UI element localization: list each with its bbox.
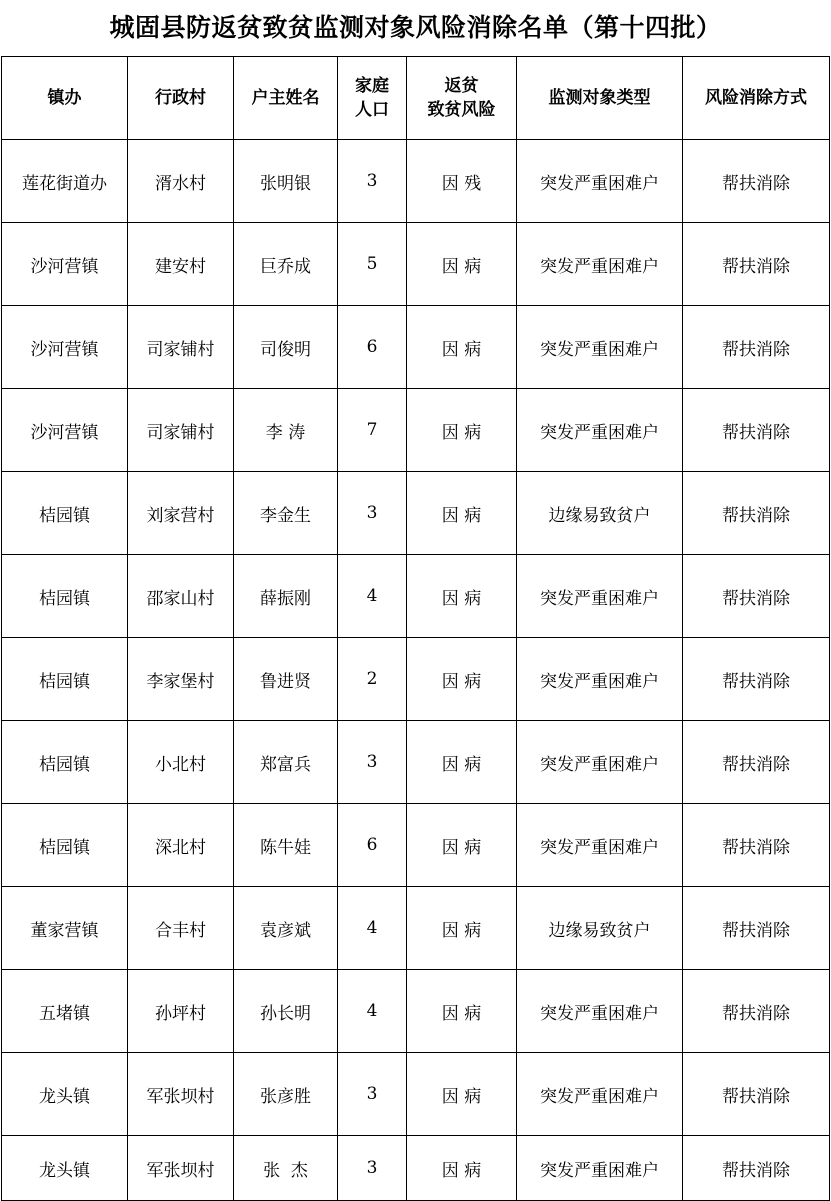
table-row <box>2 1136 830 1201</box>
cell-monitor-type: 突发严重困难户 <box>517 638 683 721</box>
table-row <box>2 555 830 638</box>
cell-monitor-type: 突发严重困难户 <box>517 721 683 804</box>
cell-family-size: 7 <box>338 389 407 472</box>
cell-householder: 孙长明 <box>234 970 338 1053</box>
cell-family-size: 4 <box>338 555 407 638</box>
col-header-risk <box>407 57 517 140</box>
cell-village: 孙坪村 <box>128 970 234 1053</box>
cell-family-size: 3 <box>338 721 407 804</box>
cell-monitor-type: 突发严重困难户 <box>517 223 683 306</box>
table-row <box>2 887 830 970</box>
cell-monitor-type: 突发严重困难户 <box>517 140 683 223</box>
col-header-family-size-line1: 家庭 <box>355 76 389 96</box>
cell-town: 莲花街道办 <box>2 140 128 223</box>
cell-family-size: 2 <box>338 638 407 721</box>
col-header-family-size-line2: 人口 <box>355 100 389 120</box>
table-row <box>2 389 830 472</box>
cell-householder: 陈牛娃 <box>234 804 338 887</box>
cell-family-size: 3 <box>338 140 407 223</box>
cell-risk: 因 病 <box>407 555 517 638</box>
cell-family-size: 3 <box>338 472 407 555</box>
cell-town: 桔园镇 <box>2 804 128 887</box>
cell-risk: 因 病 <box>407 970 517 1053</box>
cell-removal-method: 帮扶消除 <box>683 804 830 887</box>
cell-monitor-type: 边缘易致贫户 <box>517 887 683 970</box>
cell-monitor-type: 突发严重困难户 <box>517 970 683 1053</box>
cell-village: 刘家营村 <box>128 472 234 555</box>
cell-village: 合丰村 <box>128 887 234 970</box>
cell-town: 沙河营镇 <box>2 389 128 472</box>
cell-monitor-type: 边缘易致贫户 <box>517 472 683 555</box>
cell-removal-method: 帮扶消除 <box>683 1053 830 1136</box>
cell-town: 桔园镇 <box>2 721 128 804</box>
cell-removal-method: 帮扶消除 <box>683 555 830 638</box>
cell-householder: 张 杰 <box>234 1136 338 1201</box>
cell-town: 董家营镇 <box>2 887 128 970</box>
cell-removal-method: 帮扶消除 <box>683 1136 830 1201</box>
cell-removal-method: 帮扶消除 <box>683 970 830 1053</box>
cell-village: 湑水村 <box>128 140 234 223</box>
cell-householder: 李 涛 <box>234 389 338 472</box>
col-header-householder: 户主姓名 <box>234 57 338 140</box>
cell-town: 沙河营镇 <box>2 306 128 389</box>
col-header-removal-method: 风险消除方式 <box>683 57 830 140</box>
table-row <box>2 223 830 306</box>
cell-risk: 因 病 <box>407 223 517 306</box>
cell-removal-method: 帮扶消除 <box>683 887 830 970</box>
cell-village: 军张坝村 <box>128 1136 234 1201</box>
cell-removal-method: 帮扶消除 <box>683 223 830 306</box>
page-title: 城固县防返贫致贫监测对象风险消除名单（第十四批） <box>109 13 722 42</box>
cell-risk: 因 病 <box>407 472 517 555</box>
cell-town: 五堵镇 <box>2 970 128 1053</box>
table-row <box>2 970 830 1053</box>
table-row <box>2 721 830 804</box>
table-row <box>2 804 830 887</box>
roster-table <box>1 56 830 1201</box>
cell-village: 司家铺村 <box>128 306 234 389</box>
cell-risk: 因 病 <box>407 1136 517 1201</box>
cell-householder: 张明银 <box>234 140 338 223</box>
cell-village: 军张坝村 <box>128 1053 234 1136</box>
cell-town: 沙河营镇 <box>2 223 128 306</box>
cell-monitor-type: 突发严重困难户 <box>517 306 683 389</box>
cell-risk: 因 病 <box>407 804 517 887</box>
cell-risk: 因 病 <box>407 638 517 721</box>
cell-town: 桔园镇 <box>2 555 128 638</box>
cell-removal-method: 帮扶消除 <box>683 306 830 389</box>
col-header-risk-line2: 致贫风险 <box>427 100 496 120</box>
col-header-family-size <box>338 57 407 140</box>
col-header-town: 镇办 <box>2 57 128 140</box>
cell-family-size: 5 <box>338 223 407 306</box>
cell-householder: 巨乔成 <box>234 223 338 306</box>
table-row <box>2 1053 830 1136</box>
cell-monitor-type: 突发严重困难户 <box>517 389 683 472</box>
cell-risk: 因 残 <box>407 140 517 223</box>
cell-removal-method: 帮扶消除 <box>683 472 830 555</box>
cell-householder: 司俊明 <box>234 306 338 389</box>
cell-householder: 张彦胜 <box>234 1053 338 1136</box>
table-row <box>2 306 830 389</box>
cell-family-size: 4 <box>338 970 407 1053</box>
cell-monitor-type: 突发严重困难户 <box>517 1136 683 1201</box>
cell-town: 桔园镇 <box>2 638 128 721</box>
cell-removal-method: 帮扶消除 <box>683 140 830 223</box>
col-header-monitor-type: 监测对象类型 <box>517 57 683 140</box>
cell-monitor-type: 突发严重困难户 <box>517 804 683 887</box>
cell-village: 深北村 <box>128 804 234 887</box>
cell-family-size: 3 <box>338 1053 407 1136</box>
cell-monitor-type: 突发严重困难户 <box>517 1053 683 1136</box>
table-row <box>2 638 830 721</box>
cell-removal-method: 帮扶消除 <box>683 389 830 472</box>
cell-village: 建安村 <box>128 223 234 306</box>
cell-family-size: 4 <box>338 887 407 970</box>
cell-town: 桔园镇 <box>2 472 128 555</box>
cell-risk: 因 病 <box>407 721 517 804</box>
col-header-risk-line1: 返贫 <box>444 76 479 96</box>
cell-householder: 鲁进贤 <box>234 638 338 721</box>
cell-risk: 因 病 <box>407 1053 517 1136</box>
table-row <box>2 472 830 555</box>
cell-village: 小北村 <box>128 721 234 804</box>
cell-village: 司家铺村 <box>128 389 234 472</box>
cell-family-size: 6 <box>338 306 407 389</box>
col-header-village: 行政村 <box>128 57 234 140</box>
cell-removal-method: 帮扶消除 <box>683 721 830 804</box>
cell-risk: 因 病 <box>407 306 517 389</box>
cell-householder: 袁彦斌 <box>234 887 338 970</box>
cell-family-size: 6 <box>338 804 407 887</box>
header-row <box>2 57 830 140</box>
cell-risk: 因 病 <box>407 389 517 472</box>
cell-town: 龙头镇 <box>2 1053 128 1136</box>
cell-family-size: 3 <box>338 1136 407 1201</box>
cell-householder: 薛振刚 <box>234 555 338 638</box>
cell-village: 邵家山村 <box>128 555 234 638</box>
cell-householder: 李金生 <box>234 472 338 555</box>
table-row <box>2 140 830 223</box>
cell-town: 龙头镇 <box>2 1136 128 1201</box>
cell-householder: 郑富兵 <box>234 721 338 804</box>
cell-monitor-type: 突发严重困难户 <box>517 555 683 638</box>
cell-risk: 因 病 <box>407 887 517 970</box>
cell-village: 李家堡村 <box>128 638 234 721</box>
cell-removal-method: 帮扶消除 <box>683 638 830 721</box>
